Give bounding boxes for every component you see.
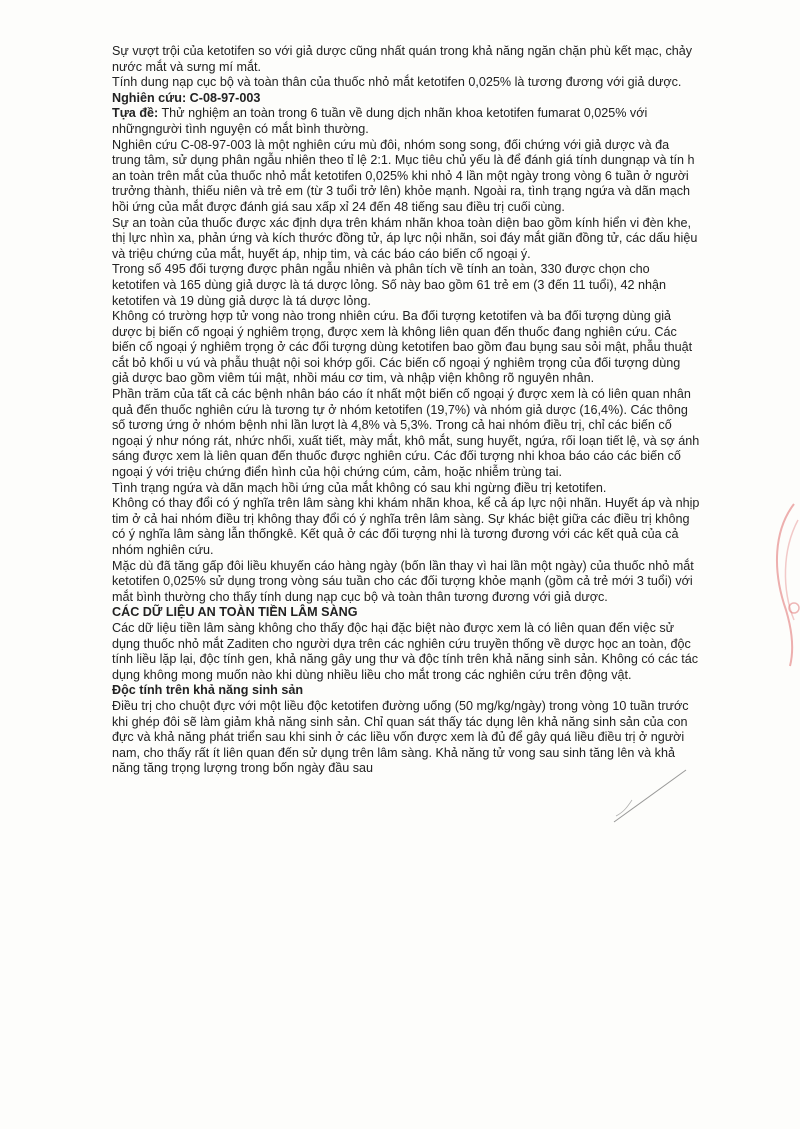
- document-body: [112, 44, 700, 777]
- paragraph-adverse-event-rates: Phần trăm của tất cả các bệnh nhân báo cáo ít nhất một biến cố ngoại ý được xem là có liên quan nhân quả đến thuốc nghiên cứu là tương tự ở nhóm ketotifen (19,7%) và nhóm giả dược (16,4%). Các thông số tương ứng ở nhóm bệnh nhi lần lượt là 4,8% và 5,3%. Trong cả hai nhóm điều trị, chỉ các biến cố ngoại ý như nóng rát, nhức nhối, xuất tiết, mày mắt, khô mắt, sung huyết, ngứa, rối loạn tiết lệ, và sợ ánh sáng được xem là liên quan đến thuốc được nghiên cứu. Các đối tượng nhi khoa báo cáo các biến cố ngoại ý với triệu chứng điển hình của hội chứng cúm, cảm, hoặc nhiễm trùng tai.: [112, 387, 700, 480]
- preclinical-heading: CÁC DỮ LIỆU AN TOÀN TIỀN LÂM SÀNG: [112, 605, 358, 620]
- paragraph-safety-assessment: Sự an toàn của thuốc được xác định dựa trên khám nhãn khoa toàn diện bao gồm kính hiển vi đèn khe, thị lực nhìn xa, phản ứng và kích thước đồng tử, áp lực nội nhãn, soi đáy mắt giãn đồng tử, các dấu hiệu và triệu chứng của mắt, huyết áp, nhịp tim, và các báo cáo biến cố ngoại ý.: [112, 215, 698, 261]
- study-heading: Nghiên cứu: C-08-97-003: [112, 90, 261, 105]
- paragraph-ketotifen-superiority: Sự vượt trội của ketotifen so với giả dược cũng nhất quán trong khả năng ngăn chặn phù kết mạc, chảy nước mắt và sưng mí mắt.: [112, 44, 693, 74]
- paragraph-study-design: Nghiên cứu C-08-97-003 là một nghiên cứu mù đôi, nhóm song song, đối chứng với giả dược và đa trung tâm, sử dụng phân ngẫu nhiên theo tỉ lệ 2:1. Mục tiêu chủ yếu là để đánh giá tính dungnạp và tín h an toàn trên mắt của thuốc nhỏ mắt ketotifen 0,025% khi nhỏ 4 lần một ngày trong vòng 6 tuần ở người trưởng thành, thiếu niên và trẻ em (từ 3 tuổi trở lên) khỏe mạnh. Ngoài ra, tình trạng ngứa và dãn mạch hồi ứng của mắt được đánh giá sau xấp xỉ 24 đến 48 tiếng sau điều trị cuối cùng.: [112, 137, 695, 214]
- paragraph-no-changes: Không có thay đổi có ý nghĩa trên lâm sàng khi khám nhãn khoa, kể cả áp lực nội nhãn. Huyết áp và nhịp tim ở cả hai nhóm điều trị không thay đổi có ý nghĩa trên lâm sàng. Sự khác biệt giữa các điều trị không có ý nghĩa lâm sàng lẫn thốngkê. Kết quả ở các đối tượng nhi là tương đương với các kết quả của cả nhóm nghiên cứu.: [112, 496, 700, 557]
- paragraph-preclinical: Các dữ liệu tiền lâm sàng không cho thấy độc hại đặc biệt nào được xem là có liên quan đến việc sử dụng thuốc nhỏ mắt Zaditen cho người dựa trên các nghiên cứu truyền thống về dược học an toàn, độc tính liều lặp lại, độc tính gen, khả năng gây ung thư và độc tính trên khả năng sinh sản. Không có các tác dụng không mong muốn nào khi dùng nhiều liều cho mắt trong các nghiên cứu trên động vật.: [112, 620, 699, 682]
- title-label: Tựa đề:: [112, 106, 159, 121]
- title-text: Thử nghiệm an toàn trong 6 tuần về dung dịch nhãn khoa ketotifen fumarat 0,025% với nhữngngười tình nguyện có mắt bình thường.: [112, 106, 648, 136]
- paragraph-tolerability: Tính dung nạp cục bộ và toàn thân của thuốc nhỏ mắt ketotifen 0,025% là tương đương với giả dược.: [112, 75, 682, 90]
- paragraph-double-dose: Mặc dù đã tăng gấp đôi liều khuyến cáo hàng ngày (bốn lần thay vì hai lần một ngày) của thuốc nhỏ mắt ketotifen 0,025% sử dụng trong vòng sáu tuần cho các đối tượng khỏe mạnh (gồm cả trẻ mới 3 tuổi) với mắt bình thường cho thấy tính dung nạp cục bộ và toàn thân tương đương với giả dược.: [112, 558, 694, 604]
- red-stamp-mark: [764, 500, 800, 670]
- reproductive-toxicity-heading: Độc tính trên khả năng sinh sản: [112, 683, 304, 698]
- paragraph-subjects: Trong số 495 đối tượng được phân ngẫu nhiên và phân tích về tính an toàn, 330 được chọn cho ketotifen và 165 dùng giả dược là tá dược lỏng. Số này bao gồm 61 trẻ em (3 đến 11 tuổi), 42 nhận ketotifen và 19 dùng giả dược là tá dược lỏng.: [112, 262, 667, 308]
- paragraph-study-title: [112, 106, 700, 137]
- pen-mark: [610, 766, 690, 826]
- paragraph-rebound: Tình trạng ngứa và dãn mạch hồi ứng của mắt không có sau khi ngừng điều trị ketotifen.: [112, 480, 607, 495]
- paragraph-serious-adverse-events: Không có trường hợp tử vong nào trong nhiên cứu. Ba đối tượng ketotifen và ba đối tượng dùng giả dược bị biến cố ngoại ý nghiêm trọng, được xem là không liên quan đến thuốc đang nghiên cứu. Các biến cố ngoại ý nghiêm trọng ở các đối tượng dùng ketotifen bao gồm đau bụng sau sỏi mật, phẫu thuật cắt bỏ khối u vú và phẫu thuật nội soi khớp gối. Các biến cố ngoại ý nghiêm trọng của đối tượng dùng giả dược bao gồm viêm túi mật, nhồi máu cơ tim, và nhập viện không rõ nguyên nhân.: [112, 309, 693, 386]
- paragraph-reproductive-toxicity: Điều trị cho chuột đực với một liều độc ketotifen đường uống (50 mg/kg/ngày) trong vòng 10 tuần trước khi ghép đôi sẽ làm giảm khả năng sinh sản. Chỉ quan sát thấy tác dụng lên khả năng sinh sản của con đực và khả năng phát triển sau khi sinh ở các liều vốn được xem là đủ để gây quá liều điều trị ở người nam, cho thấy rất ít liên quan đến sử dụng trên lâm sàng. Khả năng tử vong sau sinh tăng lên và khả năng tăng trọng lượng trong bốn ngày đầu sau: [112, 698, 689, 776]
